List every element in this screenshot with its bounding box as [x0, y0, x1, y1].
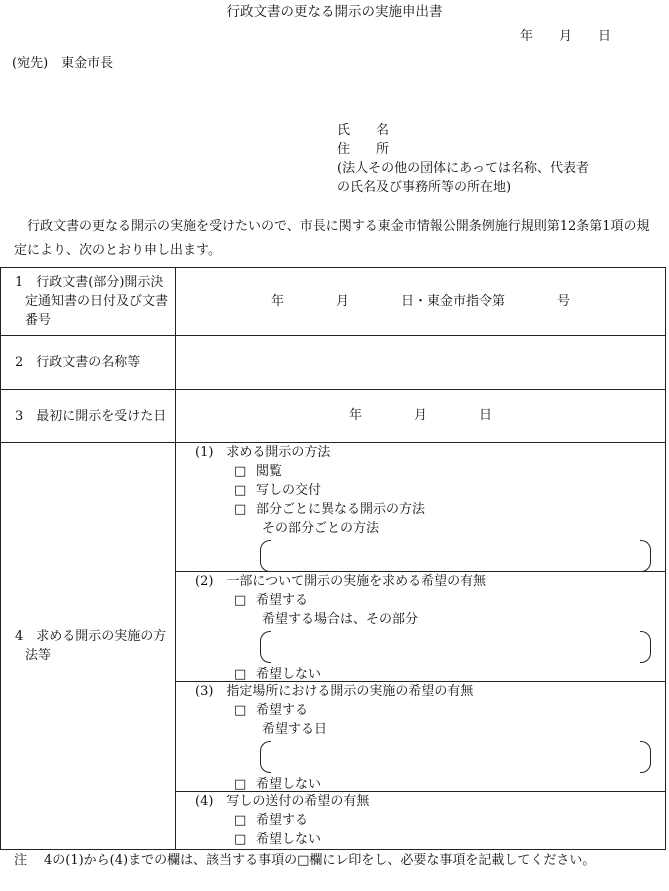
partial-part-field[interactable]: [260, 629, 651, 665]
checkbox[interactable]: □: [234, 777, 247, 792]
option-partial-yes[interactable]: [176, 591, 665, 610]
option-per-part-method[interactable]: [176, 500, 665, 519]
checkbox[interactable]: □: [234, 667, 247, 682]
option-mail-yes[interactable]: [176, 811, 665, 830]
section-1: [176, 443, 665, 571]
option-inspection[interactable]: [176, 462, 665, 481]
option-label: 希望する: [256, 813, 309, 828]
table-row: [1, 336, 666, 390]
row4-label-cell: [1, 443, 176, 850]
row2-label-cell: [1, 336, 176, 390]
option-label: 閲覧: [256, 464, 283, 479]
left-bracket: [260, 741, 271, 773]
footnote-text: 4の(1)から(4)までの欄は、該当する事項の□欄にレ印をし、必要な事項を記載してください。: [44, 853, 596, 868]
checkbox[interactable]: □: [234, 483, 247, 498]
applicant-note-line1: (法人その他の団体にあっては名称、代表者: [337, 161, 589, 176]
row1-value: 年 月 日・東金市指令第 号: [270, 293, 570, 309]
section-2-heading: (2) 一部について開示の実施を求める希望の有無: [195, 574, 487, 589]
intro-paragraph: 行政文書の更なる開示の実施を受けたいので、市長に関する東金市情報公開条例施行規則第12条第1項の規定により、次のとおり申し出ます。: [14, 219, 650, 258]
checkbox[interactable]: □: [234, 464, 247, 479]
option-mail-no[interactable]: [176, 830, 665, 849]
section-3-heading: (3) 指定場所における開示の実施の希望の有無: [195, 684, 474, 699]
left-bracket: [260, 540, 271, 572]
row1-label-cell: [1, 268, 176, 336]
footnote: [14, 850, 664, 871]
addressee: (宛先) 東金市長: [12, 56, 114, 71]
checkbox[interactable]: □: [234, 813, 247, 828]
table-row: [1, 390, 666, 443]
left-bracket: [260, 631, 271, 663]
row4-label: 4 求める開示の実施の方法等: [15, 629, 167, 663]
option-label: 写しの交付: [256, 483, 322, 498]
footnote-label: 注: [14, 853, 28, 868]
applicant-note-line2: の氏名及び事務所等の所在地): [337, 180, 512, 195]
row1-value-cell[interactable]: [176, 268, 666, 336]
desired-date-field[interactable]: [260, 739, 651, 775]
table-row: [1, 443, 666, 850]
per-part-method-field[interactable]: [260, 538, 651, 574]
row2-value-cell[interactable]: [176, 336, 666, 390]
section-1-heading: (1) 求める開示の方法: [195, 445, 331, 460]
applicant-name-label: 氏 名: [337, 123, 390, 138]
option-label: 希望しない: [256, 832, 322, 847]
checkbox[interactable]: □: [234, 832, 247, 847]
option-label: 部分ごとに異なる開示の方法: [256, 502, 426, 517]
desired-date-note: 希望する日: [262, 722, 328, 737]
submission-date[interactable]: 年 月 日: [520, 29, 612, 44]
document-title: 行政文書の更なる開示の実施申出書: [226, 4, 443, 20]
checkbox[interactable]: □: [234, 703, 247, 718]
right-bracket: [640, 540, 651, 572]
option-label: 希望する: [256, 703, 309, 718]
option-label: 希望する: [256, 593, 309, 608]
applicant-address-label: 住 所: [337, 142, 390, 157]
section-2: [176, 571, 665, 681]
option-label: 希望しない: [256, 777, 322, 792]
row4-value-cell: [176, 443, 666, 850]
right-bracket: [640, 631, 651, 663]
option-copy-delivery[interactable]: [176, 481, 665, 500]
section-3: [176, 681, 665, 791]
per-part-method-note: その部分ごとの方法: [262, 521, 380, 536]
section-4: [176, 791, 665, 849]
right-bracket: [640, 741, 651, 773]
partial-part-note: 希望する場合は、その部分: [262, 612, 419, 627]
row3-value-cell[interactable]: [176, 390, 666, 443]
checkbox[interactable]: □: [234, 502, 247, 517]
applicant-block: [337, 121, 589, 197]
row3-label-cell: [1, 390, 176, 443]
row1-label: 1 行政文書(部分)開示決定通知書の日付及び文書番号: [15, 275, 169, 328]
option-label: 希望しない: [256, 667, 322, 682]
section-4-heading: (4) 写しの送付の希望の有無: [195, 794, 370, 809]
option-place-yes[interactable]: [176, 701, 665, 720]
request-form-table: [0, 267, 666, 850]
checkbox[interactable]: □: [234, 593, 247, 608]
row2-label: 2 行政文書の名称等: [15, 355, 141, 370]
table-row: [1, 268, 666, 336]
row3-label: 3 最初に開示を受けた日: [15, 408, 167, 424]
row3-value: 年 月 日: [348, 408, 492, 424]
